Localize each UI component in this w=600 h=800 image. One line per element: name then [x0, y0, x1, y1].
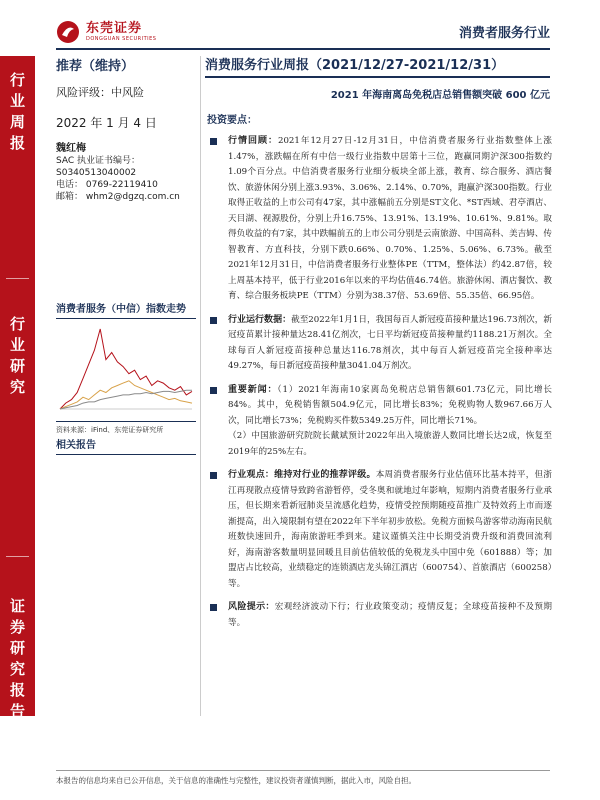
bullet-important-news: [207, 383, 552, 461]
bullet-text: 本周消费者服务行业估值环比基本持平，但浙江再现散点疫情导致跨省游暂停，受冬奥和就地过年影响，短期内消费者服务行业承压，但长期来看新冠肺炎呈流感化趋势，疫情受控预期随疫苗推广及特效药上市而逐渐提高，出入境限制有望在2022年下半年初步放松。免税方面候鸟游客带动海南民航班数快速回升，海南旅游旺季到来。建议谨慎关注中长期受消费升级和消费回流利好，海南游客数量明显回暖且目前估值较低的免税龙头中国中免（601888）等；加盟店占比较高，业绩稳定的连锁酒店龙头锦江酒店（600754）、首旅酒店（600258）等。: [228, 470, 552, 589]
footer-divider: [56, 770, 550, 771]
sac-label: SAC 执业证书编号：: [56, 156, 141, 166]
sidebar-label-research: [0, 314, 35, 398]
sidebar-divider: [6, 556, 29, 557]
chart-source: 资料来源：iFind、东莞证券研究所: [56, 421, 196, 435]
footer-disclaimer: 本报告的信息均来自已公开信息，关于信息的准确性与完整性，建议投资者谨慎判断，据此入市，风险自担。: [56, 776, 416, 785]
company-logo: [56, 20, 156, 44]
sidebar-divider: [6, 278, 29, 279]
analyst-name: 魏红梅: [56, 143, 86, 154]
logo-chinese-name: 东莞证券: [86, 21, 143, 36]
sidebar-label-securities-report: [0, 596, 35, 722]
bullet-extra-text: （2）中国旅游研究院院长戴斌预计2022年出入境旅游人数同比增长达2成，恢复至2019年的25%左右。: [228, 431, 552, 457]
industry-label: 消费者服务行业: [458, 26, 550, 41]
bullet-lead: 行情回顾：: [228, 136, 278, 146]
bullet-text: 截至2022年1月1日，我国每百人新冠疫苗接种量达196.73剂次，新冠疫苗累计接种量达28.41亿剂次，七日平均新冠疫苗接种量约1188.21万剂次。全球每百人新冠疫苗接种总量达116.78剂次，其中每百人新冠疫苗完全接种率达49.27%，每日新冠疫苗接种量3041.04万剂次。: [228, 314, 552, 371]
title-bar: [205, 56, 550, 78]
related-reports-heading: 相关报告: [56, 436, 196, 455]
bullet-lead: 行业运行数据：: [228, 314, 292, 325]
sidebar-text: 行业研究: [9, 315, 25, 396]
analyst-phone: 电话： 0769-22119410: [56, 180, 158, 190]
bullet-market-review: [207, 134, 552, 305]
series-line-0: [60, 329, 192, 409]
bullet-text: 2021年12月27日-12月31日，中信消费者服务行业指数整体上涨1.47%，涨跌幅在所有中信一级行业指数中居第十三位，跑赢同期沪深300指数约1.09个百分点。中信消费者服务行业细分板块全部上涨，教育、综合服务、酒店餐饮、旅游休闲分别上涨3.93%、3.06%、2.14%、0.70%，跑赢沪深300指数。行业取得正收益的上市公司有47家，其中涨幅前五分别是ST文化、*ST西域、君亭酒店、天目湖、视源股份，分别上升16.75%、13.91%、13.19%、10.61%、9.81%。取得负收益的有7家，其中跌幅前五的上市公司分别是云南旅游、中国高科、美吉姆、传智教育、方直科技，分别下跌0.66%、0.70%、1.25%、5.06%、6.73%。截至2021年12月31日，中信消费者服务行业整体PE（TTM，整体法）约42.87倍，较上周基本持平，低于行业2016年以来的平均估值46.74倍。旅游休闲、酒店餐饮、教育、综合服务板块PE（TTM）分别为38.37倍、53.69倍、55.35倍、66.95倍。: [228, 136, 552, 301]
column-divider: [200, 56, 201, 716]
bullet-lead: 风险提示：: [228, 602, 275, 612]
bullet-text: 宏观经济波动下行；行业政策变动；疫情反复；全球疫苗接种不及预期等。: [228, 602, 552, 628]
sidebar-label-weekly: [0, 70, 35, 154]
logo-english-name: DONGGUAN SECURITIES: [86, 36, 157, 42]
investment-rating: 推荐（维持）: [56, 59, 135, 74]
bullet-lead: 行业观点：维持对行业的推荐评级。: [228, 470, 376, 480]
report-date: 2022 年 1 月 4 日: [56, 116, 157, 130]
sac-number: S0340513040002: [56, 168, 137, 178]
analyst-info: [56, 143, 196, 203]
logo-emblem-icon: [56, 20, 80, 44]
investment-highlights: [207, 111, 552, 639]
index-trend-chart: [56, 300, 196, 435]
chart-plot: [56, 325, 196, 417]
left-info-column: [56, 56, 196, 203]
bullet-risk-warning: [207, 600, 552, 631]
report-subtitle: 2021 年海南离岛免税店总销售额突破 600 亿元: [330, 90, 550, 101]
bullet-text: （1）2021年海南10家离岛免税店总销售额601.73亿元，同比增长84%。其中，免税销售额504.9亿元，同比增长83%；免税购物人数967.66万人次，同比增长73%；免税购买件数5349.25万件，同比增长71%。: [228, 384, 552, 426]
bullet-industry-data: [207, 313, 552, 375]
report-type-sidebar: [0, 56, 35, 720]
bullet-lead: 重要新闻：: [228, 384, 278, 395]
report-title: 消费服务行业周报（2021/12/27-2021/12/31）: [205, 58, 505, 73]
chart-title: 消费者服务（中信）指数走势: [56, 300, 196, 319]
risk-rating: 风险评级：中风险: [56, 86, 144, 99]
sidebar-text: 证券研究报告: [9, 597, 25, 720]
sidebar-text: 行业周报: [9, 71, 25, 152]
analyst-email[interactable]: 邮箱： whm2@dgzq.com.cn: [56, 192, 180, 202]
highlights-heading: 投资要点：: [207, 115, 257, 126]
header-divider: [56, 48, 550, 50]
bullet-industry-view: [207, 468, 552, 592]
